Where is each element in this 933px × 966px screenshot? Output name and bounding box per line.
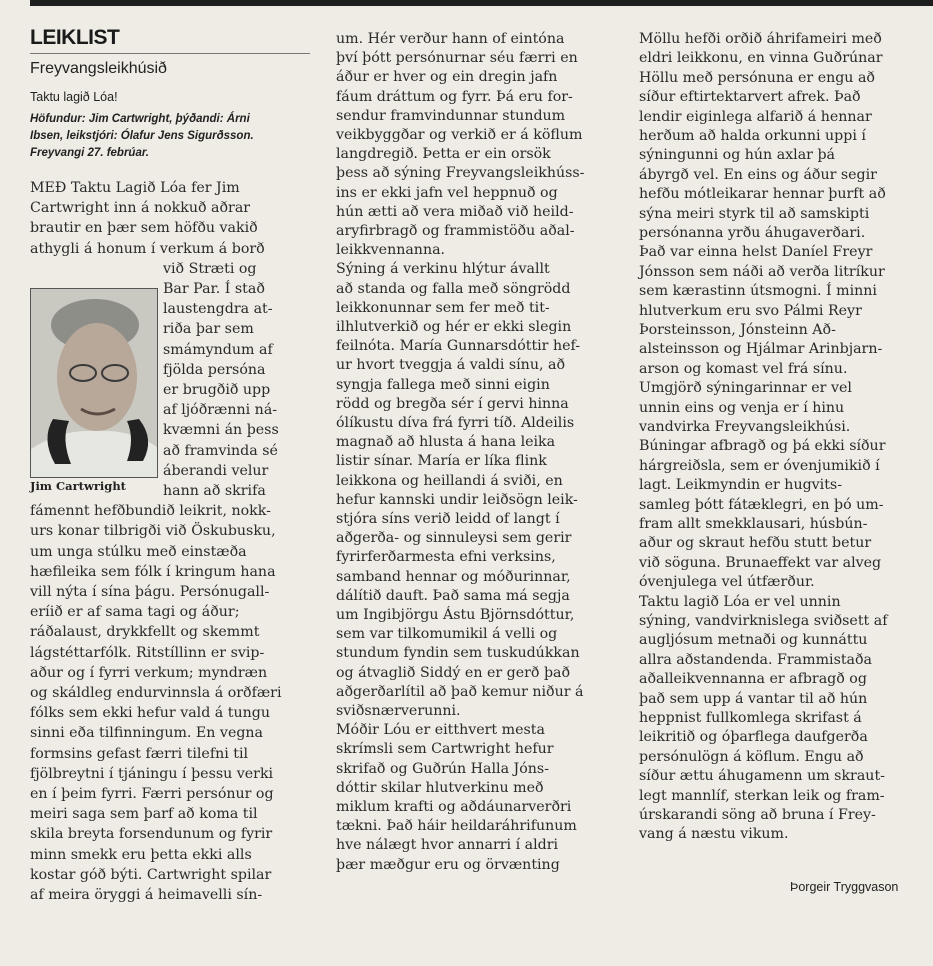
article-line: sem kærastinn útsmogni. Í minni [639, 283, 877, 300]
article-line: þess að sýning Freyvangsleikhúss- [336, 165, 585, 182]
article-line: persónulögn á köflum. Engu að [639, 748, 864, 765]
article-line: miklum krafti og aðdáunarverðri [336, 799, 572, 815]
article-line: allra aðstandenda. Frammistaða [639, 651, 873, 668]
article-line: ilhlutverkið og hér er ekki slegin [336, 319, 572, 335]
article-line: aður og í fyrri verkum; myndræn [30, 664, 268, 681]
article-line: heppnist fullkomlega skrifast á [639, 710, 862, 726]
photo-caption: Jim Cartwright [30, 479, 126, 493]
article-line: legt mannlíf, sterkan leik og fram- [639, 787, 885, 804]
section-rule [30, 53, 310, 54]
article-line: alsteinsson og Hjálmar Arinbjarn- [639, 341, 883, 358]
article-line: dálítið dauft. Það sama má segja [336, 587, 570, 604]
article-line: eldri leikkonu, en vinna Guðrúnar [639, 50, 883, 67]
article-line: rödd og bregða sér í gervi hinna [336, 395, 569, 412]
article-line: veikbyggðar og verkið er á köflum [336, 127, 583, 143]
article-line: Það var einna helst Daníel Freyr [639, 244, 873, 261]
article-line: af meira öryggi á heimavelli sín- [30, 887, 263, 903]
venue-heading: Freyvangsleikhúsið [30, 60, 167, 77]
article-line: vang á næstu vikum. [639, 826, 789, 843]
article-line: aðgerðarlítil að það kemur niður á [336, 683, 584, 700]
article-line: síður ættu áhugamenn um skraut- [639, 768, 885, 785]
article-line: fámennt hefðbundið leikrit, nokk- [30, 503, 271, 520]
article-line: skila breyta forsendunum og fyrir [30, 826, 273, 843]
article-line: úrskarandi söng að bruna í Frey- [639, 807, 876, 823]
top-border [30, 0, 933, 6]
article-line: um. Hér verður hann of eintóna [336, 31, 565, 47]
article-line: MEÐ Taktu Lagið Lóa fer Jim [30, 180, 240, 196]
article-line: laustengdra at- [163, 301, 273, 318]
article-line: skrímsli sem Cartwright hefur [336, 741, 554, 758]
article-line: aðalleikvennanna er afbragð og [639, 671, 867, 688]
article-line: augljósum metnaði og kunnáttu [639, 632, 868, 649]
article-line: og skáldleg endurvinnsla á orðfæri [30, 685, 282, 701]
article-line: leikkvennanna. [336, 242, 446, 259]
article-line: Móðir Lóu er eitthvert mesta [336, 722, 545, 739]
article-line: syngja fallega með sinni eigin [336, 376, 550, 393]
article-line: Þorsteinsson, Jónsteinn Að- [639, 322, 836, 338]
article-line: vill nýta í sína þágu. Persónugall- [30, 584, 270, 600]
portrait-image [31, 289, 157, 477]
article-line: minn smekk eru þetta ekki alls [30, 846, 252, 863]
article-line: fólks sem ekki hefur vald á tungu [30, 705, 270, 722]
article-line: Jónsson sem náði að verða litríkur [639, 263, 885, 280]
article-line: við Stræti og [163, 260, 257, 277]
article-line: fram allt smekklausari, húsbún- [639, 516, 868, 532]
article-line: athygli á honum í verkum á borð [30, 240, 265, 257]
article-line: smámyndum af [163, 341, 273, 358]
article-line: lágstéttarfólk. Ritstíllinn er svip- [30, 644, 265, 661]
article-line: Sýning á verkinu hlýtur ávallt [336, 261, 550, 278]
article-line: um unga stúlku með einstæða [30, 543, 247, 560]
byline: Þorgeir Tryggvason [790, 880, 899, 894]
article-line: leikkonunnar sem fer með tit- [336, 299, 550, 316]
article-line: stjóra síns verið leidd of langt í [336, 511, 560, 527]
article-line: ólíkustu díva frá fyrri tíð. Aldeilis [336, 415, 575, 431]
article-line: hann að skrifa [163, 483, 266, 499]
article-line: og átvaglið Siddý en er gerð það [336, 664, 571, 681]
article-line: hæfileika sem fólk í kringum hana [30, 563, 276, 580]
article-line: herðum að halda orkunni uppi í [639, 128, 866, 144]
article-line: leikkona og heillandi á sviði, en [336, 472, 563, 489]
article-line: Taktu lagið Lóa er vel unnin [639, 593, 841, 610]
article-line: sviðsnærverunni. [336, 703, 461, 719]
article-line: hefðu mótleikarar hennar þurft að [639, 186, 886, 203]
article-line: ur hvort tveggja á valdi sínu, að [336, 357, 565, 374]
play-title: Taktu lagið Lóa! [30, 90, 118, 104]
article-line: hún ætti að vera miðað við heild- [336, 203, 574, 220]
article-line: riða þar sem [163, 321, 254, 338]
article-line: áberandi velur [163, 462, 269, 479]
article-line: Búningar afbragð og þá ekki síður [639, 438, 886, 455]
section-label: LEIKLIST [30, 26, 120, 49]
article-line: magnað að hlusta á hana leika [336, 434, 556, 451]
article-line: það sem upp á vantar til að hún [639, 690, 868, 707]
article-line: feilnóta. María Gunnarsdóttir hef- [336, 338, 581, 355]
article-line: hlutverkum eru svo Pálmi Reyr [639, 302, 862, 319]
article-line: áður er hver og ein dregin jafn [336, 69, 558, 86]
article-line: skrifað og Guðrún Halla Jóns- [336, 760, 549, 777]
article-line: aðgerða- og sinnuleysi sem gerir [336, 530, 572, 547]
credits-line: Höfundur: Jim Cartwright, þýðandi: Árni [30, 113, 250, 125]
article-line: urs konar tilbrigði við Öskubusku, [30, 523, 276, 540]
article-line: aður og skraut hefðu stutt betur [639, 535, 872, 552]
article-line: fyrirferðarmesta efni verksins, [336, 549, 556, 566]
article-line: sendur framvindunnar stundum [336, 107, 566, 124]
author-photo [30, 288, 158, 478]
article-line: Möllu hefði orðið áhrifameiri með [639, 31, 882, 47]
article-line: vandvirka Freyvangsleikhúsi. [639, 419, 851, 435]
article-line: sýna meiri styrk til að samskipti [639, 205, 870, 222]
article-line: fáum dráttum og fyrr. Þá eru for- [336, 88, 573, 105]
article-line: sýningunni og hún axlar þá [639, 147, 835, 164]
article-line: að framvinda sé [163, 442, 278, 459]
article-line: stundum fyndin sem tuskudúkkan [336, 645, 580, 662]
article-line: fjölda persóna [163, 361, 266, 378]
article-line: fjölbreytni í tjáningu í þessu verki [30, 765, 274, 782]
article-line: eríið er af sama tagi og áður; [30, 604, 240, 621]
article-line: síður eftirtektarvert afrek. Það [639, 89, 861, 106]
article-line: því þótt persónurnar séu færri en [336, 50, 578, 67]
article-line: þær mæðgur eru og örvænting [336, 856, 560, 873]
article-line: lagt. Leikmyndin er hugvits- [639, 477, 842, 494]
article-line: persónanna yrðu áhugaverðari. [639, 225, 866, 241]
article-line: kostar góð býti. Cartwright spilar [30, 866, 272, 883]
article-line: sýning, vandvirknislega sviðsett af [639, 613, 888, 629]
article-line: langdregið. Þetta er ein orsök [336, 146, 551, 163]
article-line: dóttir skilar hlutverkinu með [336, 779, 544, 796]
article-line: er brugðið upp [163, 382, 271, 398]
article-line: Höllu með persónuna er engu að [639, 69, 875, 86]
article-line: en í þeim fyrri. Færri persónur og [30, 786, 274, 802]
article-line: meiri saga sem þarf að koma til [30, 806, 258, 823]
article-line: Cartwright inn á nokkuð aðrar [30, 200, 251, 217]
article-line: ábyrgð vel. En eins og áður segir [639, 166, 877, 183]
credits [30, 111, 312, 162]
credits-line: Ibsen, leikstjóri: Ólafur Jens Sigurðsson. [30, 130, 254, 142]
article-line: hárgreiðsla, sem er óvenjumikið í [639, 457, 880, 474]
article-line: tækni. Það háir heildaráhrifunum [336, 818, 577, 835]
article-line: um Ingibjörgu Ástu Björnsdóttur, [336, 607, 575, 623]
article-line: kvæmni án þess [163, 422, 279, 439]
article-line: að standa og falla með söngrödd [336, 280, 571, 297]
article-line: hve nálægt hvor annarri í aldri [336, 837, 559, 854]
article-line: ins er ekki jafn vel heppnuð og [336, 184, 558, 201]
article-line: óvenjulega vel útfærður. [639, 574, 815, 591]
article-line: Bar Par. Í stað [163, 281, 265, 297]
article-line: leikritið og óþarflega daufgerða [639, 729, 868, 746]
article-line: samleg þótt fátæklegri, en þó um- [639, 496, 884, 513]
article-line: hefur kannski undir leiðsögn leik- [336, 491, 578, 508]
article-line: arson og komast vel frá sínu. [639, 360, 848, 377]
credits-line: Freyvangi 27. febrúar. [30, 147, 149, 159]
article-line: samband hennar og móðurinnar, [336, 568, 571, 585]
article-line: aryfirbragð og frammistöðu aðal- [336, 223, 575, 239]
article-line: ráðalaust, drykkfellt og skemmt [30, 624, 260, 641]
article-line: Umgjörð sýningarinnar er vel [639, 380, 852, 397]
article-line: við söguna. Brunaeffekt var alveg [639, 554, 882, 571]
article-line: listir sínar. María er líka flink [336, 453, 547, 470]
article-line: unnin eins og venja er í hinu [639, 399, 845, 416]
article-line: sinni eða tilfinningum. En vegna [30, 725, 264, 742]
article-line: af ljóðrænni ná- [163, 402, 278, 419]
article-line: brautir en þær sem höfðu vakið [30, 220, 258, 237]
article-line: formsins gefast færri tilefni til [30, 745, 249, 762]
article-line: lendir eiginlega alfarið á hennar [639, 108, 872, 125]
article-line: sem var tilkomumikil á velli og [336, 626, 558, 643]
